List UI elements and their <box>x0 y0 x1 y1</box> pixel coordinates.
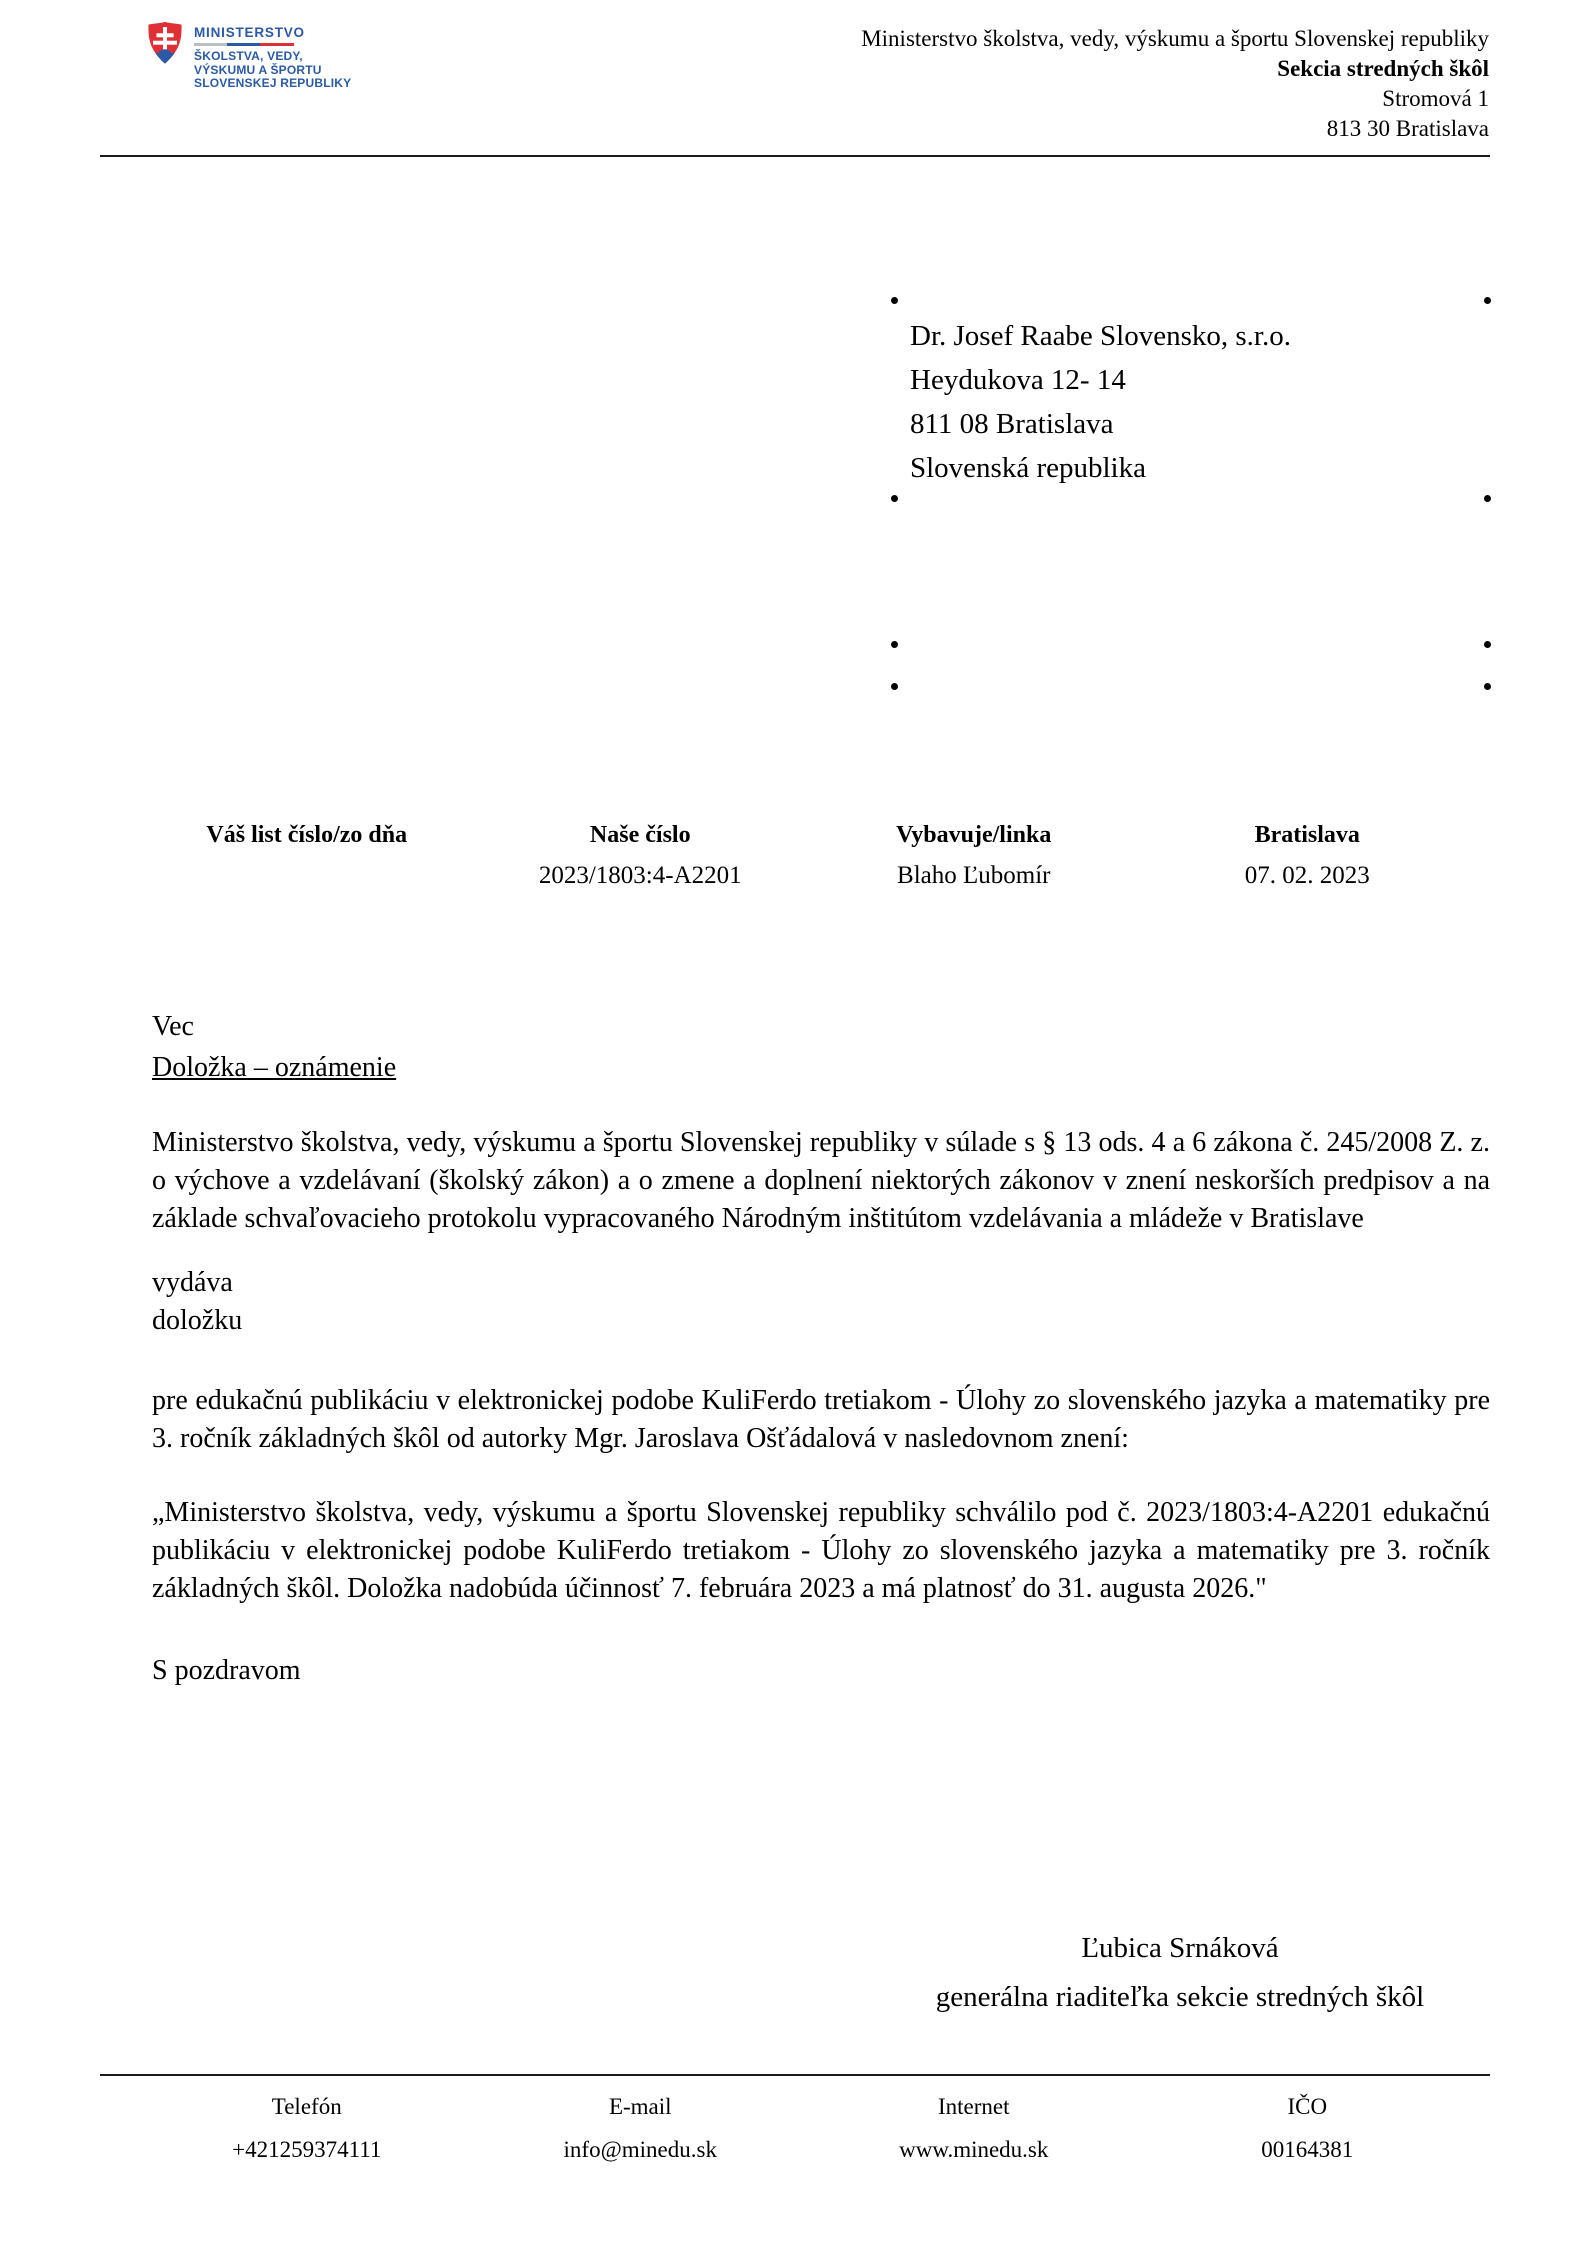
fold-mark-dot <box>1484 683 1491 690</box>
internet-label: Internet <box>937 2094 1010 2119</box>
logo-line-4: SLOVENSKEJ REPUBLIKY <box>194 76 352 90</box>
body-clause-word: doložku <box>152 1305 243 1336</box>
slovak-coat-of-arms-icon <box>145 20 185 91</box>
signatory-name: Ľubica Srnáková <box>1081 1932 1279 1964</box>
reference-col-your-ref <box>140 820 474 891</box>
fold-mark-dot <box>1484 297 1491 304</box>
handler-label: Vybavuje/linka <box>896 822 1052 848</box>
ministry-logo-text <box>194 20 351 91</box>
tricolor-bar <box>194 43 294 46</box>
fold-mark-dot <box>891 641 898 648</box>
closing-salutation: S pozdravom <box>152 1655 301 1686</box>
logo-line-1: MINISTERSTVO <box>194 25 305 40</box>
recipient-name: Dr. Josef Raabe Slovensko, s.r.o. <box>910 320 1291 352</box>
recipient-street: Heydukova 12- 14 <box>910 364 1126 396</box>
email-value: info@minedu.sk <box>563 2137 717 2162</box>
subject-title: Doložka – oznámenie <box>152 1052 397 1083</box>
reference-col-place-date <box>1141 820 1475 891</box>
fold-mark-dot <box>1484 495 1491 502</box>
fold-mark-dot <box>891 495 898 502</box>
sender-street: Stromová 1 <box>1382 86 1489 111</box>
signature-block <box>640 1932 1587 2014</box>
ministry-logo <box>145 20 351 91</box>
signatory-title: generálna riaditeľka sekcie stredných škôl <box>935 1981 1425 2013</box>
footer-rule <box>100 2074 1490 2076</box>
subject-label: Vec <box>152 1011 194 1042</box>
sender-city: 813 30 Bratislava <box>1326 116 1489 141</box>
handler-value: Blaho Ľubomír <box>897 862 1051 889</box>
footer-col-ico <box>1141 2094 1475 2163</box>
reference-row <box>140 820 1474 891</box>
footer-contact-row <box>140 2094 1474 2163</box>
date-value: 07. 02. 2023 <box>1244 862 1370 889</box>
footer-col-phone <box>140 2094 474 2163</box>
phone-value: +421259374111 <box>232 2137 382 2162</box>
ico-label: IČO <box>1287 2094 1328 2119</box>
fold-mark-dot <box>1484 641 1491 648</box>
body-paragraph-1: Ministerstvo školstva, vedy, výskumu a športu Slovenskej republiky v súlade s § 13 ods. 4 a 6 zákona č. 245/2008 Z. z. o výchove a vzdelávaní (školský zákon) a o zmene a doplnení niektorých zákonov v znení neskorších predpisov a na základe schvaľovacieho protokolu vypracovaného Národným inštitútom vzdelávania a mládeže v Bratislave <box>152 1127 1490 1234</box>
sender-org: Ministerstvo školstva, vedy, výskumu a športu Slovenskej republiky <box>861 26 1489 51</box>
recipient-city: 811 08 Bratislava <box>910 408 1114 440</box>
ico-value: 00164381 <box>1261 2137 1354 2162</box>
recipient-block <box>910 314 1291 490</box>
body-paragraph-3-quote: „Ministerstvo školstva, vedy, výskumu a športu Slovenskej republiky schválilo pod č. 2023/1803:4-A2201 edukačnú publikáciu v elektronickej podobe KuliFerdo tretiakom - Úlohy zo slovenského jazyka a matematiky pre 3. ročník základných škôl. Doložka nadobúda účinnosť 7. februára 2023 a má platnosť do 31. augusta 2026." <box>152 1497 1490 1604</box>
body-issues-word: vydáva <box>152 1267 233 1298</box>
phone-label: Telefón <box>271 2094 342 2119</box>
your-ref-label: Váš list číslo/zo dňa <box>206 822 408 848</box>
sender-block <box>861 24 1489 144</box>
header-rule <box>100 155 1490 157</box>
fold-mark-dot <box>891 683 898 690</box>
place-label: Bratislava <box>1254 822 1360 848</box>
recipient-country: Slovenská republika <box>910 452 1146 484</box>
logo-line-3: VÝSKUMU A ŠPORTU <box>194 62 322 77</box>
email-label: E-mail <box>608 2094 672 2119</box>
our-ref-value: 2023/1803:4-A2201 <box>538 862 742 889</box>
sender-section: Sekcia stredných škôl <box>1277 56 1489 81</box>
footer-col-email <box>474 2094 808 2163</box>
fold-mark-dot <box>891 297 898 304</box>
reference-col-handler <box>807 820 1141 891</box>
logo-line-2: ŠKOLSTVA, VEDY, <box>194 49 303 63</box>
body-paragraph-2: pre edukačnú publikáciu v elektronickej podobe KuliFerdo tretiakom - Úlohy zo slovenského jazyka a matematiky pre 3. ročník základných škôl od autorky Mgr. Jaroslava Ošťádalová v nasledovnom znení: <box>152 1385 1490 1454</box>
footer-col-internet <box>807 2094 1141 2163</box>
reference-col-our-ref <box>474 820 808 891</box>
our-ref-label: Naše číslo <box>589 822 691 848</box>
internet-value: www.minedu.sk <box>899 2137 1049 2162</box>
